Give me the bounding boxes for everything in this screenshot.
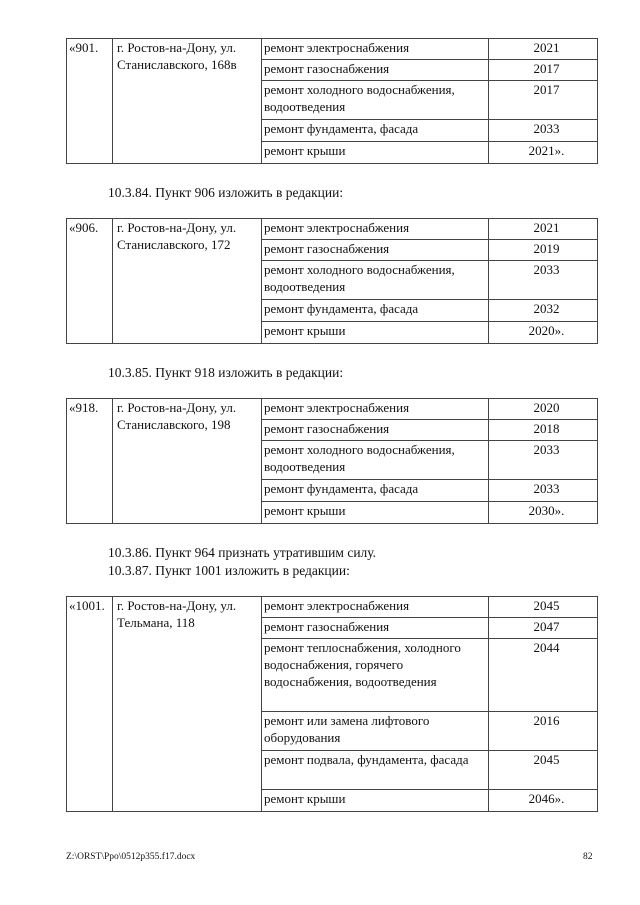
item-address: г. Ростов-на-Дону, ул. Тельмана, 118 [113,597,262,812]
work-year: 2021». [489,142,598,164]
work-year: 2046». [489,790,598,812]
work-type: ремонт электроснабжения [262,597,489,618]
work-year: 2044 [489,639,598,712]
table-item-918 [66,398,598,524]
footer-file-path: Z:\ORST\Ppo\0512p355.f17.docx [66,852,196,862]
item-address: г. Ростов-на-Дону, ул. Станиславского, 168в [113,39,262,164]
work-year: 2045 [489,751,598,790]
page-number: 82 [583,852,593,862]
table-item-1001 [66,596,598,812]
work-type: ремонт газоснабжения [262,60,489,81]
work-year: 2019 [489,240,598,261]
work-year: 2017 [489,60,598,81]
paragraph: 10.3.86. Пункт 964 признать утратившим силу. [108,545,377,560]
paragraph: 10.3.84. Пункт 906 изложить в редакции: [108,185,344,200]
work-type: ремонт газоснабжения [262,240,489,261]
work-type: ремонт газоснабжения [262,618,489,639]
work-year: 2045 [489,597,598,618]
item-address: г. Ростов-на-Дону, ул. Станиславского, 198 [113,399,262,524]
work-year: 2018 [489,420,598,441]
work-type: ремонт или замена лифтового оборудования [262,712,489,751]
work-year: 2016 [489,712,598,751]
item-number: «906. [67,219,113,344]
work-type: ремонт крыши [262,790,489,812]
work-year: 2033 [489,480,598,502]
work-type: ремонт фундамента, фасада [262,120,489,142]
work-type: ремонт подвала, фундамента, фасада [262,751,489,790]
work-type: ремонт газоснабжения [262,420,489,441]
work-type: ремонт электроснабжения [262,219,489,240]
work-type: ремонт фундамента, фасада [262,480,489,502]
work-year: 2033 [489,441,598,480]
work-year: 2030». [489,502,598,524]
work-type: ремонт электроснабжения [262,399,489,420]
work-year: 2033 [489,120,598,142]
work-type: ремонт холодного водоснабжения, водоотведения [262,81,489,120]
work-year: 2020 [489,399,598,420]
paragraph: 10.3.87. Пункт 1001 изложить в редакции: [108,563,350,578]
work-type: ремонт теплоснабжения, холодного водоснабжения, горячего водоснабжения, водоотведения [262,639,489,712]
work-type: ремонт холодного водоснабжения, водоотведения [262,261,489,300]
work-year: 2032 [489,300,598,322]
work-type: ремонт холодного водоснабжения, водоотведения [262,441,489,480]
item-number: «1001. [67,597,113,812]
item-number: «918. [67,399,113,524]
work-year: 2017 [489,81,598,120]
work-type: ремонт фундамента, фасада [262,300,489,322]
work-type: ремонт электроснабжения [262,39,489,60]
item-address: г. Ростов-на-Дону, ул. Станиславского, 172 [113,219,262,344]
table-item-906 [66,218,598,344]
item-number: «901. [67,39,113,164]
work-type: ремонт крыши [262,142,489,164]
work-year: 2021 [489,39,598,60]
work-year: 2047 [489,618,598,639]
work-type: ремонт крыши [262,322,489,344]
work-type: ремонт крыши [262,502,489,524]
work-year: 2020». [489,322,598,344]
paragraph: 10.3.85. Пункт 918 изложить в редакции: [108,365,344,380]
table-item-901 [66,38,598,164]
work-year: 2021 [489,219,598,240]
work-year: 2033 [489,261,598,300]
